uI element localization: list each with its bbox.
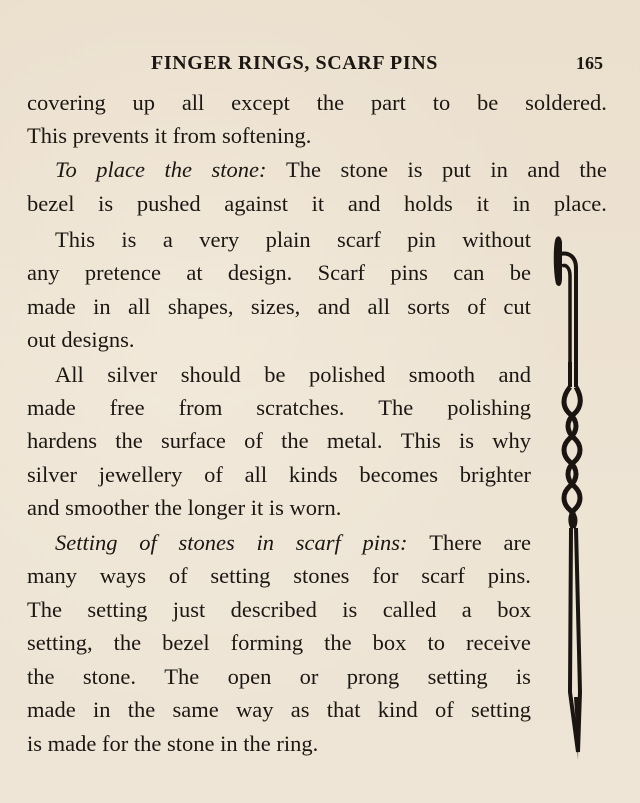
text-line: [55, 229, 531, 252]
word: covering: [27, 90, 106, 115]
word: polished: [308, 362, 386, 387]
word: setting: [471, 697, 531, 722]
word: the: [133, 731, 167, 756]
word: is: [407, 157, 423, 182]
word: setting: [427, 664, 488, 689]
text-line: [27, 125, 311, 148]
word: all: [244, 462, 268, 487]
word: of: [467, 294, 487, 319]
word: and: [317, 294, 351, 319]
word: is: [515, 664, 531, 689]
word: or: [299, 664, 319, 689]
word: described: [230, 597, 317, 622]
word: in: [490, 157, 508, 182]
word: box: [497, 597, 531, 622]
word: and: [498, 362, 531, 387]
word: box: [372, 630, 407, 655]
word: way: [235, 697, 274, 722]
word: plain: [265, 227, 311, 252]
word: made: [27, 395, 76, 420]
word: called: [382, 597, 437, 622]
word: is: [458, 428, 474, 453]
word: scratches.: [256, 395, 345, 420]
word: hardens: [27, 428, 97, 453]
word: out: [27, 327, 62, 352]
word: There: [429, 530, 482, 555]
word: scarf: [421, 563, 465, 588]
word: same: [172, 697, 219, 722]
word: the: [281, 428, 309, 453]
word: surface: [160, 428, 226, 453]
word: is: [27, 731, 48, 756]
word: This: [27, 123, 73, 148]
word: jewellery: [98, 462, 183, 487]
word: except: [231, 90, 290, 115]
word: softening.: [222, 123, 312, 148]
word: stone: [340, 157, 388, 182]
word: and: [27, 495, 66, 520]
word: is: [121, 227, 137, 252]
word: forming: [230, 630, 304, 655]
word: This: [400, 428, 441, 453]
word: ring.: [276, 731, 319, 756]
word: and: [347, 191, 381, 216]
word: a: [461, 597, 472, 622]
word: the: [113, 630, 142, 655]
word: is: [268, 495, 290, 520]
running-head: [0, 52, 640, 80]
word: for: [372, 563, 399, 588]
word: setting: [210, 563, 271, 588]
word: becomes: [359, 462, 439, 487]
word: The: [164, 664, 200, 689]
word: up: [132, 90, 156, 115]
word: be: [477, 90, 499, 115]
word: designs.: [61, 327, 135, 352]
text-line: [27, 397, 531, 420]
word: the: [316, 90, 345, 115]
text-line: [55, 364, 531, 387]
word: put: [442, 157, 471, 182]
italic-word: To: [55, 157, 77, 182]
running-title: FINGER RINGS, SCARF PINS: [151, 52, 439, 74]
word: place.: [553, 191, 607, 216]
word: the: [127, 697, 156, 722]
word: of: [435, 697, 454, 722]
word: a: [162, 227, 173, 252]
word: the: [115, 428, 143, 453]
text-line: [55, 532, 531, 555]
word: metal.: [326, 428, 383, 453]
text-line: [27, 599, 531, 622]
word: to: [432, 90, 451, 115]
word: the: [243, 731, 277, 756]
word: stone.: [82, 664, 136, 689]
word: soldered.: [525, 90, 607, 115]
word: any: [27, 260, 60, 285]
word: is: [98, 191, 114, 216]
word: the: [579, 157, 607, 182]
word: sorts: [407, 294, 450, 319]
word: prong: [346, 664, 400, 689]
word: This: [55, 227, 96, 252]
word: from: [178, 395, 223, 420]
word: receive: [465, 630, 531, 655]
word: pin: [407, 227, 436, 252]
word: open: [227, 664, 272, 689]
word: smooth: [408, 362, 475, 387]
word: cut: [503, 294, 531, 319]
word: many: [27, 563, 77, 588]
word: of: [204, 462, 223, 487]
word: can: [453, 260, 485, 285]
word: to: [427, 630, 445, 655]
word: without: [462, 227, 531, 252]
word: all: [367, 294, 390, 319]
italic-word: Setting: [55, 530, 118, 555]
word: made: [47, 731, 102, 756]
text-line: [27, 497, 341, 520]
word: The: [378, 395, 414, 420]
word: brighter: [459, 462, 531, 487]
word: in: [512, 191, 531, 216]
word: it: [476, 191, 489, 216]
word: bezel: [27, 191, 75, 216]
word: just: [172, 597, 206, 622]
word: scarf: [336, 227, 381, 252]
text-line: [27, 430, 531, 453]
italic-word: stone:: [211, 157, 267, 182]
word: made: [27, 294, 76, 319]
word: the: [154, 495, 188, 520]
word: and: [527, 157, 560, 182]
word: at: [186, 260, 203, 285]
text-line: [27, 92, 607, 115]
word: be: [509, 260, 531, 285]
text-line: [27, 296, 531, 319]
italic-word: the: [164, 157, 192, 182]
word: the: [324, 630, 352, 655]
text-line: [27, 632, 531, 655]
word: ways: [99, 563, 147, 588]
word: of: [168, 563, 188, 588]
italic-word: of: [139, 530, 157, 555]
word: pins.: [487, 563, 531, 588]
word: why: [492, 428, 531, 453]
italic-word: pins:: [362, 530, 408, 555]
word: polishing: [447, 395, 531, 420]
word: against: [224, 191, 288, 216]
word: pretence: [84, 260, 162, 285]
word: longer: [187, 495, 251, 520]
word: setting: [87, 597, 148, 622]
word: kind: [377, 697, 418, 722]
italic-word: scarf: [295, 530, 341, 555]
word: be: [264, 362, 286, 387]
word: stone: [167, 731, 221, 756]
italic-word: in: [256, 530, 275, 555]
word: pins: [390, 260, 428, 285]
word: design.: [227, 260, 293, 285]
word: made: [27, 697, 76, 722]
word: in: [220, 731, 244, 756]
word: sizes,: [250, 294, 301, 319]
word: shapes,: [167, 294, 234, 319]
word: are: [503, 530, 531, 555]
word: the: [27, 664, 55, 689]
text-line: [27, 699, 531, 722]
word: for: [102, 731, 134, 756]
word: is: [342, 597, 358, 622]
word: kinds: [288, 462, 338, 487]
word: from: [172, 123, 223, 148]
italic-word: place: [96, 157, 145, 182]
text-line: [27, 565, 531, 588]
word: free: [109, 395, 145, 420]
word: The: [286, 157, 321, 182]
word: smoother: [65, 495, 155, 520]
text-line: [27, 733, 318, 756]
word: worn.: [289, 495, 342, 520]
word: stones: [293, 563, 350, 588]
word: prevents: [72, 123, 155, 148]
text-line: [27, 666, 531, 689]
word: all: [128, 294, 151, 319]
scarf-pin-illustration: [548, 232, 598, 768]
word: Scarf: [317, 260, 366, 285]
text-line: [27, 329, 135, 352]
word: setting,: [27, 630, 93, 655]
word: All: [55, 362, 84, 387]
text-line: [55, 159, 607, 182]
word: bezel: [162, 630, 210, 655]
word: silver: [27, 462, 77, 487]
word: it: [154, 123, 173, 148]
text-line: [27, 464, 531, 487]
text-line: [27, 193, 607, 216]
italic-word: stones: [178, 530, 235, 555]
word: all: [181, 90, 205, 115]
word: it: [250, 495, 269, 520]
word: holds: [404, 191, 453, 216]
word: in: [92, 697, 111, 722]
word: in: [93, 294, 111, 319]
word: should: [180, 362, 241, 387]
text-line: [27, 262, 531, 285]
word: as: [290, 697, 310, 722]
word: it: [311, 191, 325, 216]
word: silver: [107, 362, 158, 387]
word: that: [326, 697, 361, 722]
word: of: [244, 428, 263, 453]
word: pushed: [136, 191, 201, 216]
word: part: [370, 90, 406, 115]
page-number: 165: [576, 53, 603, 73]
word: The: [27, 597, 62, 622]
word: very: [199, 227, 240, 252]
